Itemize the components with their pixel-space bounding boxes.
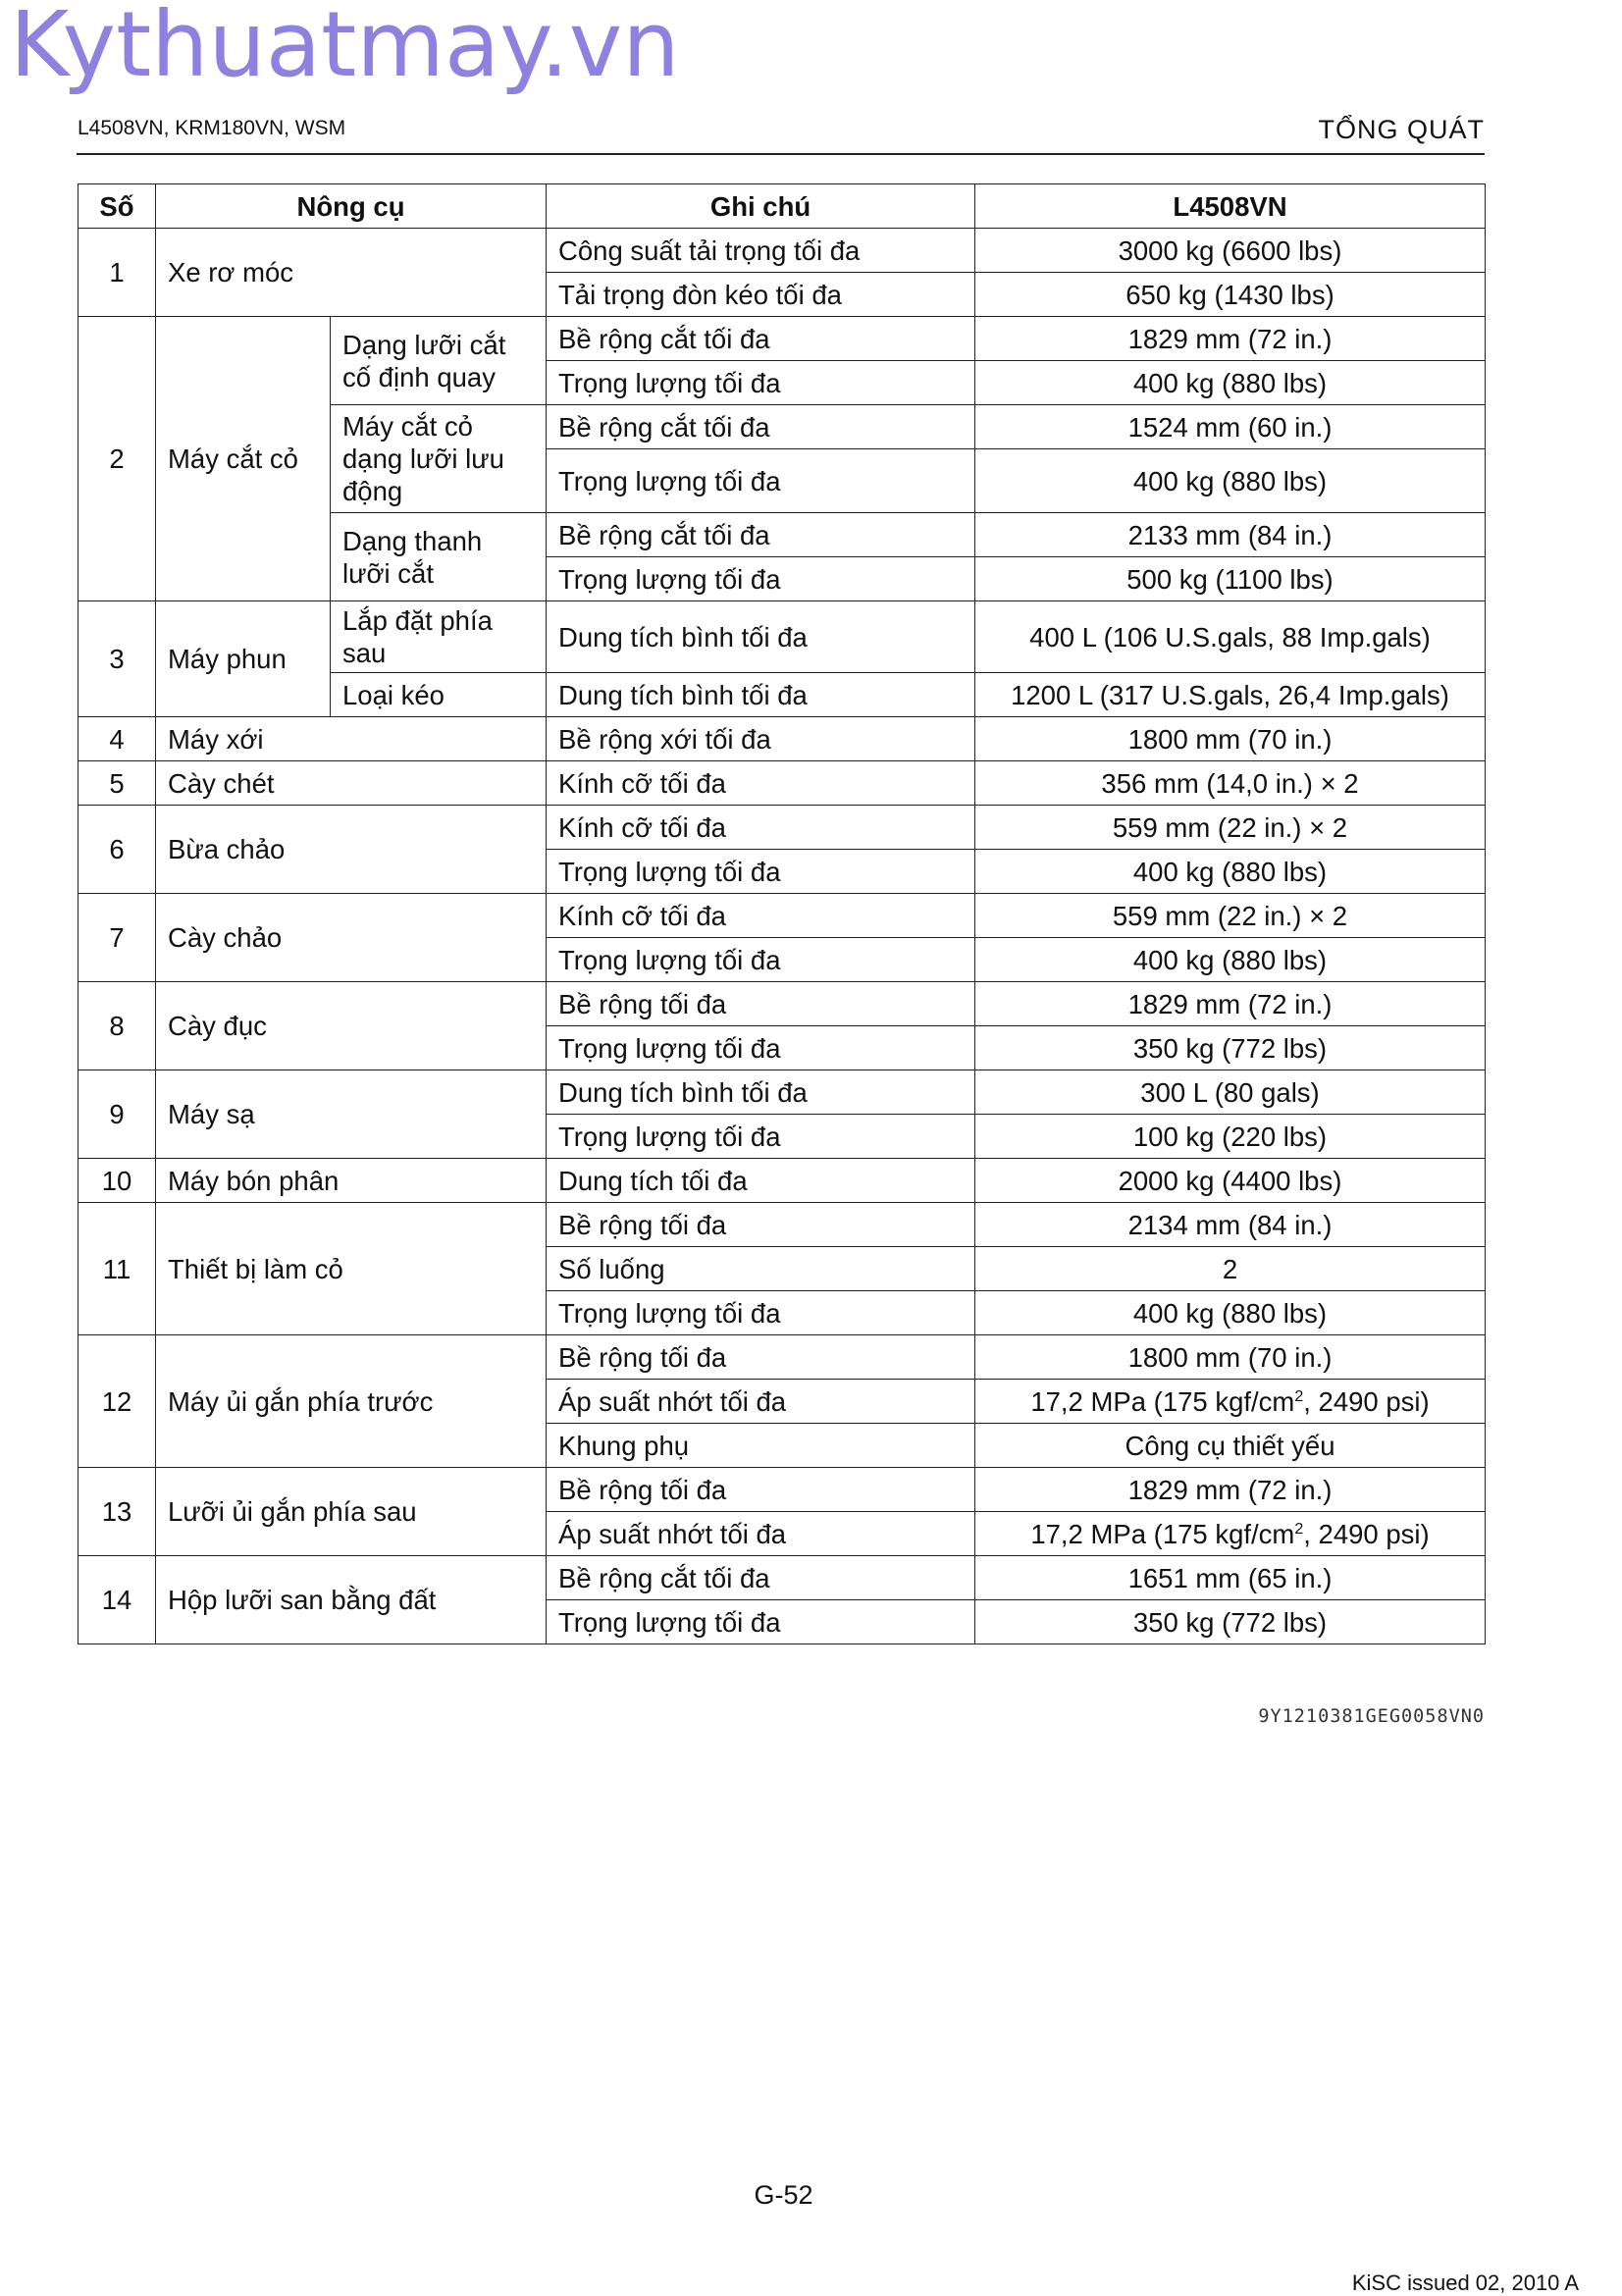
- spec-note: Bề rộng xới tối đa: [547, 717, 975, 761]
- spec-value: 3000 kg (6600 lbs): [975, 229, 1486, 273]
- spec-value: [975, 1380, 1486, 1424]
- spec-note: Kính cỡ tối đa: [547, 761, 975, 806]
- header-models: L4508VN, KRM180VN, WSM: [78, 117, 346, 139]
- spec-note: Dung tích bình tối đa: [547, 673, 975, 717]
- spec-value: 559 mm (22 in.) × 2: [975, 894, 1486, 938]
- spec-note: Kính cỡ tối đa: [547, 806, 975, 850]
- spec-value: 559 mm (22 in.) × 2: [975, 806, 1486, 850]
- row-number: 14: [78, 1556, 156, 1644]
- col-header-note: Ghi chú: [547, 184, 975, 229]
- implement-subtype: Lắp đặt phía sau: [331, 601, 547, 673]
- implement-name: Máy bón phân: [156, 1159, 547, 1203]
- spec-value: 400 kg (880 lbs): [975, 938, 1486, 982]
- spec-value: 1829 mm (72 in.): [975, 982, 1486, 1026]
- spec-value-superscript: 2: [1294, 1520, 1304, 1538]
- row-number: 12: [78, 1335, 156, 1468]
- table-row: [78, 1159, 1486, 1203]
- header-section-title: TỔNG QUÁT: [1318, 115, 1485, 144]
- table-row: [78, 317, 1486, 361]
- row-number: 5: [78, 761, 156, 806]
- spec-note: Bề rộng cắt tối đa: [547, 1556, 975, 1600]
- spec-note: Bề rộng tối đa: [547, 1468, 975, 1512]
- table-row: [78, 1335, 1486, 1380]
- spec-value: 1800 mm (70 in.): [975, 717, 1486, 761]
- spec-note: Số luống: [547, 1247, 975, 1291]
- table-row: [78, 229, 1486, 273]
- implement-name: Máy phun: [156, 601, 331, 717]
- spec-value: 2133 mm (84 in.): [975, 513, 1486, 557]
- row-number: 4: [78, 717, 156, 761]
- spec-value: 1829 mm (72 in.): [975, 1468, 1486, 1512]
- spec-value: 400 L (106 U.S.gals, 88 Imp.gals): [975, 601, 1486, 673]
- spec-note: Áp suất nhớt tối đa: [547, 1512, 975, 1556]
- col-header-model: L4508VN: [975, 184, 1486, 229]
- spec-value: 100 kg (220 lbs): [975, 1115, 1486, 1159]
- spec-note: Tải trọng đòn kéo tối đa: [547, 273, 975, 317]
- spec-value: 356 mm (14,0 in.) × 2: [975, 761, 1486, 806]
- spec-value: [975, 1512, 1486, 1556]
- spec-value-part: 17,2 MPa (175 kgf/cm: [1030, 1385, 1295, 1417]
- implement-subtype: Máy cắt cỏ dạng lưỡi lưu động: [331, 405, 547, 513]
- spec-note: Bề rộng tối đa: [547, 982, 975, 1026]
- spec-value: 1829 mm (72 in.): [975, 317, 1486, 361]
- implement-name: Cày chét: [156, 761, 547, 806]
- issue-note: KiSC issued 02, 2010 A: [1351, 2270, 1579, 2295]
- implement-subtype: Dạng thanh lưỡi cắt: [331, 513, 547, 601]
- implement-name: Cày chảo: [156, 894, 547, 982]
- spec-note: Trọng lượng tối đa: [547, 1600, 975, 1644]
- spec-note: Trọng lượng tối đa: [547, 361, 975, 405]
- implement-subtype: Loại kéo: [331, 673, 547, 717]
- implement-spec-table: [78, 183, 1486, 1644]
- spec-value: 2: [975, 1247, 1486, 1291]
- spec-note: Dung tích tối đa: [547, 1159, 975, 1203]
- spec-value-part: , 2490 psi): [1303, 1518, 1430, 1549]
- header-divider: [77, 153, 1485, 155]
- spec-value: 1800 mm (70 in.): [975, 1335, 1486, 1380]
- row-number: 1: [78, 229, 156, 317]
- implement-name: Máy ủi gắn phía trước: [156, 1335, 547, 1468]
- spec-note: Trọng lượng tối đa: [547, 1026, 975, 1070]
- implement-name: Máy cắt cỏ: [156, 317, 331, 601]
- implement-name: Lưỡi ủi gắn phía sau: [156, 1468, 547, 1556]
- spec-value: 1524 mm (60 in.): [975, 405, 1486, 449]
- table-row: [78, 982, 1486, 1026]
- spec-value: 300 L (80 gals): [975, 1070, 1486, 1115]
- col-header-implement: Nông cụ: [156, 184, 547, 229]
- implement-subtype: Dạng lưỡi cắt cố định quay: [331, 317, 547, 405]
- spec-value: 400 kg (880 lbs): [975, 850, 1486, 894]
- table-row: [78, 1468, 1486, 1512]
- spec-note: Bề rộng tối đa: [547, 1203, 975, 1247]
- spec-note: Khung phụ: [547, 1424, 975, 1468]
- table-row: [78, 717, 1486, 761]
- row-number: 7: [78, 894, 156, 982]
- spec-value: 650 kg (1430 lbs): [975, 273, 1486, 317]
- spec-note: Dung tích bình tối đa: [547, 601, 975, 673]
- spec-note: Áp suất nhớt tối đa: [547, 1380, 975, 1424]
- spec-note: Bề rộng tối đa: [547, 1335, 975, 1380]
- table-row: [78, 1070, 1486, 1115]
- implement-name: Hộp lưỡi san bằng đất: [156, 1556, 547, 1644]
- spec-value-part: , 2490 psi): [1303, 1385, 1430, 1417]
- watermark-logo-text: Kythuatmay.vn: [10, 0, 680, 97]
- spec-note: Công suất tải trọng tối đa: [547, 229, 975, 273]
- implement-name: Xe rơ móc: [156, 229, 547, 317]
- spec-value: 2134 mm (84 in.): [975, 1203, 1486, 1247]
- spec-note: Dung tích bình tối đa: [547, 1070, 975, 1115]
- col-header-no: Số: [78, 184, 156, 229]
- spec-value: 400 kg (880 lbs): [975, 449, 1486, 513]
- row-number: 3: [78, 601, 156, 717]
- spec-value-part: 17,2 MPa (175 kgf/cm: [1030, 1518, 1295, 1549]
- spec-value: 500 kg (1100 lbs): [975, 557, 1486, 601]
- implement-name: Bừa chảo: [156, 806, 547, 894]
- spec-note: Trọng lượng tối đa: [547, 1291, 975, 1335]
- spec-note: Trọng lượng tối đa: [547, 1115, 975, 1159]
- spec-value: 1651 mm (65 in.): [975, 1556, 1486, 1600]
- table-row: [78, 601, 1486, 673]
- implement-name: Cày đục: [156, 982, 547, 1070]
- table-header-row: [78, 184, 1486, 229]
- row-number: 13: [78, 1468, 156, 1556]
- row-number: 2: [78, 317, 156, 601]
- spec-note: Trọng lượng tối đa: [547, 938, 975, 982]
- row-number: 6: [78, 806, 156, 894]
- document-code: 9Y1210381GEG0058VN0: [1258, 1706, 1485, 1727]
- table-row: [78, 894, 1486, 938]
- table-row: [78, 806, 1486, 850]
- spec-value: Công cụ thiết yếu: [975, 1424, 1486, 1468]
- spec-note: Bề rộng cắt tối đa: [547, 405, 975, 449]
- spec-value: 400 kg (880 lbs): [975, 361, 1486, 405]
- row-number: 9: [78, 1070, 156, 1159]
- spec-note: Bề rộng cắt tối đa: [547, 513, 975, 557]
- implement-name: Máy xới: [156, 717, 547, 761]
- spec-note: Trọng lượng tối đa: [547, 449, 975, 513]
- table-row: [78, 1556, 1486, 1600]
- spec-value: 1200 L (317 U.S.gals, 26,4 Imp.gals): [975, 673, 1486, 717]
- row-number: 10: [78, 1159, 156, 1203]
- spec-note: Bề rộng cắt tối đa: [547, 317, 975, 361]
- spec-note: Trọng lượng tối đa: [547, 850, 975, 894]
- row-number: 11: [78, 1203, 156, 1335]
- row-number: 8: [78, 982, 156, 1070]
- spec-value-superscript: 2: [1294, 1387, 1304, 1405]
- spec-value: 400 kg (880 lbs): [975, 1291, 1486, 1335]
- spec-value: 2000 kg (4400 lbs): [975, 1159, 1486, 1203]
- implement-name: Thiết bị làm cỏ: [156, 1203, 547, 1335]
- table-row: [78, 1203, 1486, 1247]
- spec-value: 350 kg (772 lbs): [975, 1600, 1486, 1644]
- implement-name: Máy sạ: [156, 1070, 547, 1159]
- spec-value: 350 kg (772 lbs): [975, 1026, 1486, 1070]
- spec-note: Kính cỡ tối đa: [547, 894, 975, 938]
- table-row: [78, 761, 1486, 806]
- spec-note: Trọng lượng tối đa: [547, 557, 975, 601]
- page-number: G-52: [754, 2180, 813, 2210]
